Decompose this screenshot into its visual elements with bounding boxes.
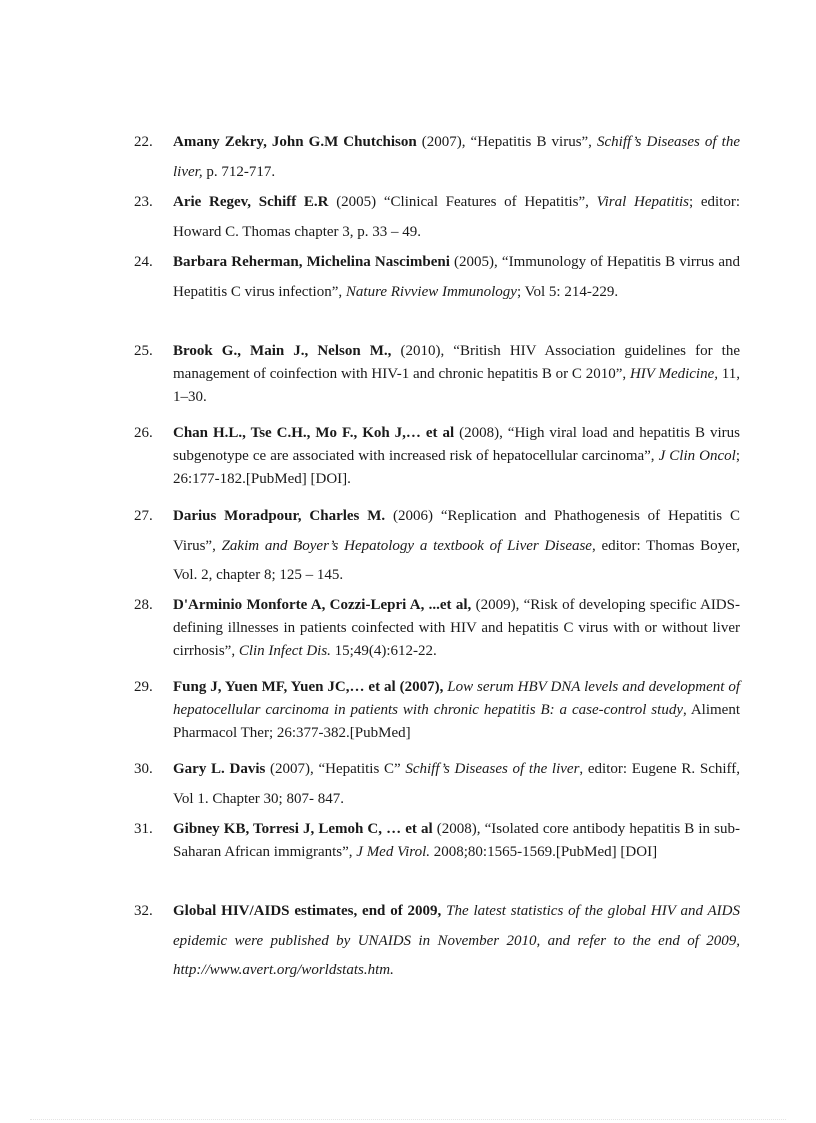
- reference-item: [134, 897, 740, 986]
- reference-number: 24.: [134, 254, 153, 270]
- reference-details: (2007), “Hepatitis B virus”,: [416, 134, 598, 150]
- reference-authors: Chan H.L., Tse C.H., Mo F., Koh J,… et al: [173, 425, 455, 441]
- reference-item: [134, 676, 740, 745]
- reference-number: 25.: [134, 343, 153, 359]
- reference-tail: 11, 1–30.: [173, 366, 741, 405]
- reference-text: [173, 594, 740, 663]
- reference-tail: ; 26:177-182.[PubMed] [DOI].: [173, 448, 740, 487]
- reference-source: Schiff’s Diseases of the liver,: [173, 134, 740, 180]
- reference-details: (2005), “Immunology of Hepatitis B virrus and Hepatitis C virus infection”,: [173, 254, 740, 300]
- reference-number: 23.: [134, 194, 153, 210]
- reference-source: Low serum HBV DNA levels and development of hepatocellular carcinoma in patients with chronic hepatitis B: a case-control study: [173, 679, 741, 718]
- reference-text: [173, 422, 740, 491]
- reference-authors: Gary L. Davis: [173, 761, 266, 777]
- reference-source: Zakim and Boyer’s Hepatology a textbook of Liver Disease: [221, 537, 592, 554]
- reference-tail: 15;49(4):612-22.: [330, 643, 437, 659]
- reference-item: [134, 188, 740, 247]
- reference-item: [134, 755, 740, 814]
- reference-number: 26.: [134, 425, 153, 441]
- reference-item: [134, 818, 740, 864]
- reference-number: 27.: [134, 508, 153, 524]
- reference-item: [134, 128, 740, 187]
- reference-text: [173, 818, 740, 864]
- reference-authors: Fung J, Yuen MF, Yuen JC,… et al (2007),: [173, 679, 444, 695]
- reference-number: 22.: [134, 134, 153, 150]
- reference-number: 31.: [134, 821, 153, 837]
- reference-details: (2009), “Risk of developing specific AIDS-defining illnesses in patients coinfected with HIV and hepatitis C virus with or without liver cirrhosis”,: [173, 597, 740, 659]
- reference-item: [134, 422, 740, 491]
- reference-number: 28.: [134, 597, 153, 613]
- reference-tail: p. 712-717.: [202, 163, 276, 180]
- reference-text: [173, 676, 740, 745]
- reference-tail: 2008;80:1565-1569.[PubMed] [DOI]: [430, 844, 658, 860]
- reference-details: (2007), “Hepatitis C”: [265, 761, 406, 777]
- reference-number: 29.: [134, 679, 153, 695]
- reference-number: 32.: [134, 903, 153, 919]
- reference-details: (2005) “Clinical Features of Hepatitis”,: [328, 194, 597, 210]
- reference-authors: Global HIV/AIDS estimates, end of 2009,: [173, 903, 442, 919]
- reference-text: [173, 188, 740, 247]
- reference-tail: , editor: Eugene R. Schiff, Vol 1. Chapter 30; 807- 847.: [173, 761, 741, 807]
- reference-number: 30.: [134, 761, 153, 777]
- reference-authors: Gibney KB, Torresi J, Lemoh C, … et al: [173, 821, 433, 837]
- reference-source: Viral Hepatitis: [596, 194, 689, 210]
- reference-source: Schiff’s Diseases of the liver: [405, 761, 580, 777]
- reference-details: (2008), “Isolated core antibody hepatitis B in sub-Saharan African immigrants”,: [173, 821, 740, 860]
- reference-details: (2006) “Replication and Phathogenesis of Hepatitis C Virus”,: [173, 508, 740, 554]
- reference-authors: Darius Moradpour, Charles M.: [173, 508, 386, 524]
- reference-tail: , editor: Thomas Boyer, Vol. 2, chapter 8; 125 – 145.: [173, 537, 740, 583]
- reference-text: [173, 502, 740, 591]
- reference-source: J Med Virol.: [356, 844, 431, 860]
- reference-authors: Arie Regev, Schiff E.R: [173, 194, 329, 210]
- reference-authors: Brook G., Main J., Nelson M.,: [173, 343, 392, 359]
- reference-tail: ; Vol 5: 214-229.: [516, 283, 619, 300]
- reference-text: [173, 128, 740, 187]
- reference-source: J Clin Oncol: [658, 448, 736, 464]
- reference-item: [134, 594, 740, 663]
- reference-source: The latest statistics of the global HIV and AIDS epidemic were published by UNAIDS in November 2010, and refer to the end of 2009, http://www.avert.org/worldstats.htm.: [173, 903, 740, 978]
- reference-source: Clin Infect Dis.: [238, 643, 331, 659]
- reference-text: [173, 248, 740, 307]
- reference-details: (2010), “British HIV Association guidelines for the management of coinfection with HIV-1 and chronic hepatitis B or C 2010”,: [173, 343, 740, 382]
- reference-source: Nature Rivview Immunology: [345, 283, 517, 300]
- reference-text: [173, 340, 740, 409]
- page-bottom-rule: [30, 1119, 786, 1120]
- reference-details: (2008), “High viral load and hepatitis B virus subgenotype ce are associated with increased risk of hepatocellular carcinoma”,: [173, 425, 740, 464]
- reference-text: [173, 897, 740, 986]
- reference-text: [173, 755, 740, 814]
- reference-item: [134, 502, 740, 591]
- reference-tail: ; editor: Howard C. Thomas chapter 3, p. 33 – 49.: [173, 194, 740, 240]
- reference-tail: , Aliment Pharmacol Ther; 26:377-382.[PubMed]: [173, 702, 740, 741]
- reference-authors: Barbara Reherman, Michelina Nascimbeni: [173, 254, 450, 270]
- reference-source: HIV Medicine,: [629, 366, 719, 382]
- reference-authors: D'Arminio Monforte A, Cozzi-Lepri A, ...et al,: [173, 597, 472, 613]
- reference-item: [134, 340, 740, 409]
- reference-item: [134, 248, 740, 307]
- reference-authors: Amany Zekry, John G.M Chutchison: [173, 134, 417, 150]
